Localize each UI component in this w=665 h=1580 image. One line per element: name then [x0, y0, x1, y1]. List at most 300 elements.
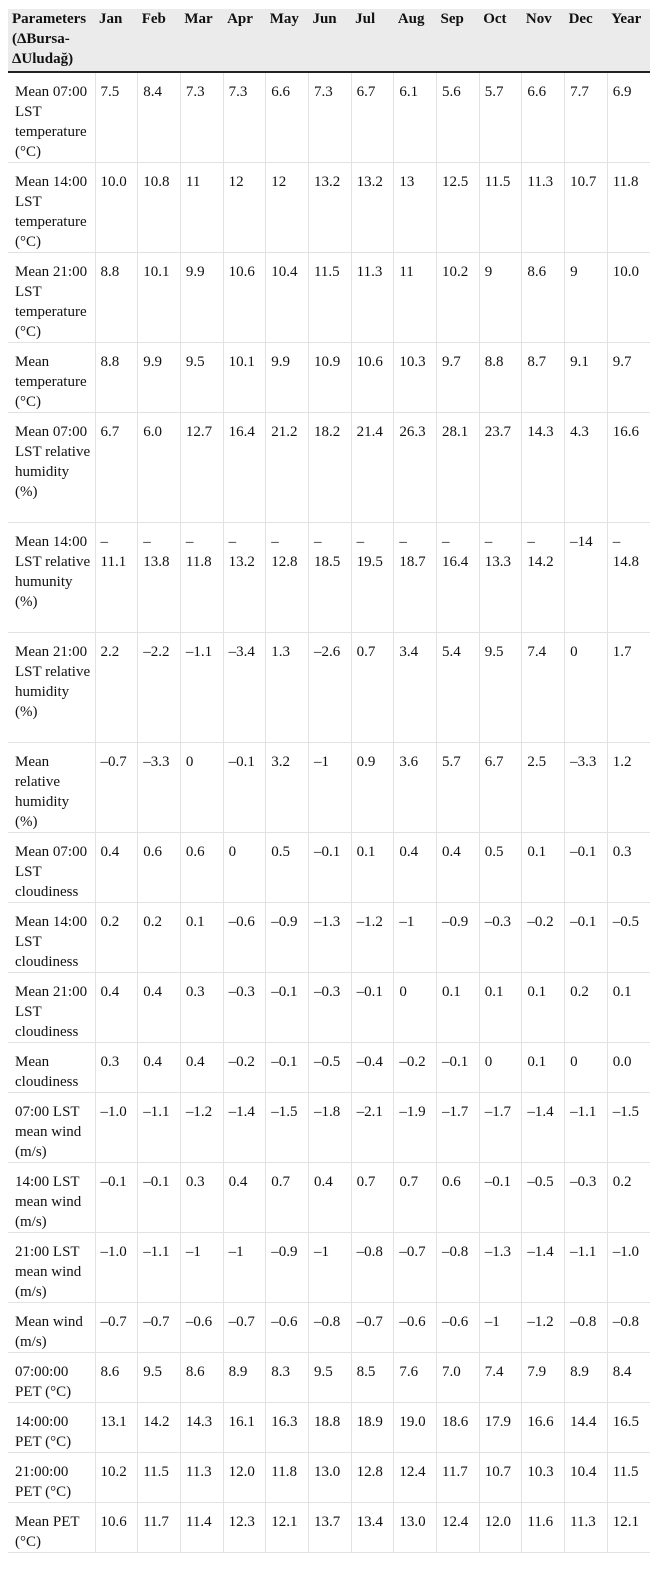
value-cell: 7.0 — [437, 1353, 480, 1403]
value-cell: 5.7 — [479, 72, 522, 163]
value-cell: 3.2 — [266, 743, 309, 833]
value-cell: 0.2 — [95, 903, 138, 973]
value-cell: 13 — [394, 163, 437, 253]
value-cell: 18.6 — [437, 1403, 480, 1453]
value-cell: 0.6 — [437, 1163, 480, 1233]
value-cell: 0.4 — [437, 833, 480, 903]
parameter-cell: Mean temperature (°C) — [8, 343, 95, 413]
value-cell: 23.7 — [479, 413, 522, 523]
value-cell: –0.2 — [522, 903, 565, 973]
value-cell: 16.5 — [607, 1403, 650, 1453]
table-row — [8, 523, 650, 633]
value-cell: 10.7 — [479, 1453, 522, 1503]
value-cell: –3.3 — [138, 743, 181, 833]
value-cell: –0.1 — [565, 833, 608, 903]
value-cell: 0.7 — [394, 1163, 437, 1233]
value-cell: –1 — [308, 743, 351, 833]
value-cell: –1 — [479, 1303, 522, 1353]
value-cell: –0.2 — [223, 1043, 266, 1093]
value-cell: –0.5 — [607, 903, 650, 973]
value-cell: 12.0 — [479, 1503, 522, 1553]
value-cell: –0.1 — [266, 1043, 309, 1093]
value-cell: 2.5 — [522, 743, 565, 833]
value-cell: 6.7 — [351, 72, 394, 163]
value-cell: 0.1 — [479, 973, 522, 1043]
value-cell: 0.2 — [138, 903, 181, 973]
header-cell: Nov — [522, 9, 565, 72]
parameter-cell: Mean relative humidity (%) — [8, 743, 95, 833]
value-cell: –1.1 — [138, 1093, 181, 1163]
value-cell: 0.4 — [394, 833, 437, 903]
value-cell: 0.1 — [522, 973, 565, 1043]
value-cell: –0.6 — [437, 1303, 480, 1353]
value-cell: – 13.8 — [138, 523, 181, 633]
table-row — [8, 1093, 650, 1163]
value-cell: 11.7 — [138, 1503, 181, 1553]
value-cell: –2.2 — [138, 633, 181, 743]
value-cell: –1.0 — [95, 1233, 138, 1303]
value-cell: –0.3 — [308, 973, 351, 1043]
value-cell: 6.6 — [266, 72, 309, 163]
table-row — [8, 903, 650, 973]
value-cell: –1.1 — [565, 1093, 608, 1163]
value-cell: 8.9 — [565, 1353, 608, 1403]
value-cell: 1.7 — [607, 633, 650, 743]
value-cell: –0.1 — [138, 1163, 181, 1233]
value-cell: 10.3 — [522, 1453, 565, 1503]
value-cell: 8.4 — [607, 1353, 650, 1403]
value-cell: 2.2 — [95, 633, 138, 743]
value-cell: 0.9 — [351, 743, 394, 833]
value-cell: 8.6 — [180, 1353, 223, 1403]
value-cell: 0.4 — [95, 973, 138, 1043]
value-cell: 1.2 — [607, 743, 650, 833]
parameter-cell: Mean PET (°C) — [8, 1503, 95, 1553]
value-cell: 0.7 — [266, 1163, 309, 1233]
parameter-cell: Mean 07:00 LST temperature (°C) — [8, 72, 95, 163]
value-cell: 9.7 — [437, 343, 480, 413]
table-row — [8, 1233, 650, 1303]
header-cell: Sep — [437, 9, 480, 72]
value-cell: 7.3 — [180, 72, 223, 163]
value-cell: 10.7 — [565, 163, 608, 253]
value-cell: 9.5 — [180, 343, 223, 413]
value-cell: 7.3 — [308, 72, 351, 163]
value-cell: 11.5 — [308, 253, 351, 343]
value-cell: 8.5 — [351, 1353, 394, 1403]
value-cell: 8.8 — [95, 253, 138, 343]
value-cell: 6.7 — [479, 743, 522, 833]
table-row — [8, 743, 650, 833]
value-cell: 11.6 — [522, 1503, 565, 1553]
value-cell: – 14.2 — [522, 523, 565, 633]
value-cell: 10.0 — [95, 163, 138, 253]
header-cell: Dec — [565, 9, 608, 72]
value-cell: –1.4 — [522, 1233, 565, 1303]
value-cell: 11.8 — [266, 1453, 309, 1503]
value-cell: 21.4 — [351, 413, 394, 523]
value-cell: 7.3 — [223, 72, 266, 163]
value-cell: 8.6 — [522, 253, 565, 343]
value-cell: 21.2 — [266, 413, 309, 523]
value-cell: 0.4 — [223, 1163, 266, 1233]
value-cell: 0 — [180, 743, 223, 833]
value-cell: 0 — [479, 1043, 522, 1093]
table-row — [8, 1043, 650, 1093]
value-cell: 9.7 — [607, 343, 650, 413]
value-cell: –0.6 — [394, 1303, 437, 1353]
parameter-cell: Mean 14:00 LST temperature (°C) — [8, 163, 95, 253]
value-cell: –0.9 — [266, 1233, 309, 1303]
value-cell: 10.2 — [95, 1453, 138, 1503]
value-cell: – 11.1 — [95, 523, 138, 633]
value-cell: 5.4 — [437, 633, 480, 743]
value-cell: 12.4 — [437, 1503, 480, 1553]
value-cell: –0.1 — [95, 1163, 138, 1233]
table-body — [8, 72, 650, 1553]
value-cell: 12.0 — [223, 1453, 266, 1503]
value-cell: 0.1 — [180, 903, 223, 973]
value-cell: –1 — [394, 903, 437, 973]
parameter-cell: 07:00 LST mean wind (m/s) — [8, 1093, 95, 1163]
value-cell: 14.3 — [522, 413, 565, 523]
value-cell: 7.6 — [394, 1353, 437, 1403]
value-cell: 0.2 — [607, 1163, 650, 1233]
value-cell: 11.3 — [180, 1453, 223, 1503]
value-cell: 11.3 — [351, 253, 394, 343]
value-cell: 17.9 — [479, 1403, 522, 1453]
value-cell: 6.9 — [607, 72, 650, 163]
value-cell: –0.9 — [266, 903, 309, 973]
value-cell: –1.1 — [565, 1233, 608, 1303]
parameter-cell: 21:00 LST mean wind (m/s) — [8, 1233, 95, 1303]
value-cell: –1.5 — [266, 1093, 309, 1163]
value-cell: 11.3 — [565, 1503, 608, 1553]
table-row — [8, 1353, 650, 1403]
value-cell: 6.1 — [394, 72, 437, 163]
value-cell: –0.7 — [351, 1303, 394, 1353]
value-cell: 13.7 — [308, 1503, 351, 1553]
value-cell: 0.0 — [607, 1043, 650, 1093]
value-cell: 19.0 — [394, 1403, 437, 1453]
value-cell: –0.1 — [479, 1163, 522, 1233]
header-row — [8, 9, 650, 72]
value-cell: 10.1 — [223, 343, 266, 413]
value-cell: 12.8 — [351, 1453, 394, 1503]
header-cell: Mar — [180, 9, 223, 72]
value-cell: 3.4 — [394, 633, 437, 743]
table-row — [8, 72, 650, 163]
value-cell: –0.8 — [607, 1303, 650, 1353]
value-cell: 10.9 — [308, 343, 351, 413]
value-cell: –0.1 — [437, 1043, 480, 1093]
value-cell: –0.7 — [394, 1233, 437, 1303]
value-cell: –0.5 — [522, 1163, 565, 1233]
header-cell: Aug — [394, 9, 437, 72]
value-cell: 16.6 — [522, 1403, 565, 1453]
value-cell: –2.6 — [308, 633, 351, 743]
value-cell: 7.4 — [479, 1353, 522, 1403]
value-cell: 7.5 — [95, 72, 138, 163]
value-cell: 0.3 — [607, 833, 650, 903]
header-cell: Year — [607, 9, 650, 72]
value-cell: 11.5 — [607, 1453, 650, 1503]
value-cell: 0.5 — [266, 833, 309, 903]
value-cell: –0.7 — [138, 1303, 181, 1353]
value-cell: 0.2 — [565, 973, 608, 1043]
value-cell: 0.3 — [180, 973, 223, 1043]
value-cell: 16.3 — [266, 1403, 309, 1453]
header-cell: Apr — [223, 9, 266, 72]
value-cell: 0.5 — [479, 833, 522, 903]
value-cell: 9.5 — [138, 1353, 181, 1403]
value-cell: 10.6 — [223, 253, 266, 343]
value-cell: 6.0 — [138, 413, 181, 523]
header-cell: Parameters (ΔBursa-ΔUludağ) — [8, 9, 95, 72]
value-cell: 0.6 — [180, 833, 223, 903]
value-cell: 0 — [223, 833, 266, 903]
value-cell: – 18.5 — [308, 523, 351, 633]
value-cell: –1 — [223, 1233, 266, 1303]
parameter-cell: Mean 14:00 LST relative humunity (%) — [8, 523, 95, 633]
value-cell: –1.1 — [180, 633, 223, 743]
parameter-cell: Mean 14:00 LST cloudiness — [8, 903, 95, 973]
header-cell: Jan — [95, 9, 138, 72]
value-cell: –0.7 — [95, 1303, 138, 1353]
value-cell: –1.0 — [95, 1093, 138, 1163]
value-cell: –3.3 — [565, 743, 608, 833]
header-cell: Jun — [308, 9, 351, 72]
value-cell: –1.3 — [308, 903, 351, 973]
parameter-cell: Mean cloudiness — [8, 1043, 95, 1093]
value-cell: 8.8 — [479, 343, 522, 413]
value-cell: 10.3 — [394, 343, 437, 413]
value-cell: 0.1 — [522, 1043, 565, 1093]
value-cell: 11.3 — [522, 163, 565, 253]
value-cell: – 16.4 — [437, 523, 480, 633]
header-cell: May — [266, 9, 309, 72]
table-row — [8, 1303, 650, 1353]
value-cell: 13.4 — [351, 1503, 394, 1553]
parameter-cell: Mean 07:00 LST relative humidity (%) — [8, 413, 95, 523]
value-cell: 0.7 — [351, 633, 394, 743]
value-cell: 8.4 — [138, 72, 181, 163]
parameter-cell: Mean wind (m/s) — [8, 1303, 95, 1353]
header-cell: Jul — [351, 9, 394, 72]
value-cell: 8.8 — [95, 343, 138, 413]
value-cell: 0.3 — [95, 1043, 138, 1093]
value-cell: 11 — [394, 253, 437, 343]
value-cell: 8.9 — [223, 1353, 266, 1403]
value-cell: 12.5 — [437, 163, 480, 253]
value-cell: 5.7 — [437, 743, 480, 833]
value-cell: –0.5 — [308, 1043, 351, 1093]
value-cell: 3.6 — [394, 743, 437, 833]
value-cell: 11.8 — [607, 163, 650, 253]
value-cell: –0.7 — [223, 1303, 266, 1353]
value-cell: 13.0 — [394, 1503, 437, 1553]
value-cell: 18.2 — [308, 413, 351, 523]
value-cell: –0.7 — [95, 743, 138, 833]
value-cell: 9 — [565, 253, 608, 343]
value-cell: 28.1 — [437, 413, 480, 523]
value-cell: 11.4 — [180, 1503, 223, 1553]
parameter-cell: Mean 21:00 LST cloudiness — [8, 973, 95, 1043]
parameter-cell: Mean 21:00 LST relative humidity (%) — [8, 633, 95, 743]
parameter-cell: 14:00:00 PET (°C) — [8, 1403, 95, 1453]
value-cell: 0.4 — [180, 1043, 223, 1093]
value-cell: 0.6 — [138, 833, 181, 903]
value-cell: 10.2 — [437, 253, 480, 343]
value-cell: 0.4 — [95, 833, 138, 903]
table-row — [8, 253, 650, 343]
value-cell: –1.3 — [479, 1233, 522, 1303]
value-cell: –0.8 — [437, 1233, 480, 1303]
value-cell: –0.1 — [351, 973, 394, 1043]
value-cell: –1.5 — [607, 1093, 650, 1163]
value-cell: –0.3 — [223, 973, 266, 1043]
value-cell: 12 — [266, 163, 309, 253]
value-cell: – 19.5 — [351, 523, 394, 633]
value-cell: –1.4 — [223, 1093, 266, 1163]
value-cell: –0.8 — [308, 1303, 351, 1353]
value-cell: 14.4 — [565, 1403, 608, 1453]
value-cell: 11 — [180, 163, 223, 253]
value-cell: 13.0 — [308, 1453, 351, 1503]
value-cell: 9.5 — [479, 633, 522, 743]
header-cell: Feb — [138, 9, 181, 72]
value-cell: 10.0 — [607, 253, 650, 343]
value-cell: 18.8 — [308, 1403, 351, 1453]
value-cell: 18.9 — [351, 1403, 394, 1453]
value-cell: –0.1 — [223, 743, 266, 833]
parameter-cell: 21:00:00 PET (°C) — [8, 1453, 95, 1503]
value-cell: 0.4 — [308, 1163, 351, 1233]
value-cell: 12.7 — [180, 413, 223, 523]
value-cell: 9.9 — [138, 343, 181, 413]
value-cell: 13.1 — [95, 1403, 138, 1453]
value-cell: 10.4 — [565, 1453, 608, 1503]
value-cell: 12.1 — [266, 1503, 309, 1553]
value-cell: 16.4 — [223, 413, 266, 523]
value-cell: –1.2 — [522, 1303, 565, 1353]
value-cell: 0 — [565, 633, 608, 743]
value-cell: – 11.8 — [180, 523, 223, 633]
value-cell: – 12.8 — [266, 523, 309, 633]
value-cell: –0.6 — [223, 903, 266, 973]
table-row — [8, 1503, 650, 1553]
value-cell: 12.4 — [394, 1453, 437, 1503]
value-cell: – 14.8 — [607, 523, 650, 633]
value-cell: –1.8 — [308, 1093, 351, 1163]
table-row — [8, 413, 650, 523]
value-cell: 16.1 — [223, 1403, 266, 1453]
value-cell: 13.2 — [351, 163, 394, 253]
value-cell: –1.1 — [138, 1233, 181, 1303]
value-cell: –1.2 — [180, 1093, 223, 1163]
value-cell: –0.9 — [437, 903, 480, 973]
table-row — [8, 1163, 650, 1233]
value-cell: – 13.3 — [479, 523, 522, 633]
parameter-cell: 14:00 LST mean wind (m/s) — [8, 1163, 95, 1233]
value-cell: 1.3 — [266, 633, 309, 743]
table-row — [8, 973, 650, 1043]
value-cell: –1.4 — [522, 1093, 565, 1163]
value-cell: 0 — [394, 973, 437, 1043]
value-cell: 0.1 — [437, 973, 480, 1043]
value-cell: –0.1 — [308, 833, 351, 903]
value-cell: 0.4 — [138, 973, 181, 1043]
value-cell: 0.7 — [351, 1163, 394, 1233]
value-cell: 0.3 — [180, 1163, 223, 1233]
parameter-cell: 07:00:00 PET (°C) — [8, 1353, 95, 1403]
value-cell: –0.3 — [565, 1163, 608, 1233]
value-cell: –0.3 — [479, 903, 522, 973]
value-cell: 0 — [565, 1043, 608, 1093]
table-row — [8, 833, 650, 903]
value-cell: 0.4 — [138, 1043, 181, 1093]
table-row — [8, 1453, 650, 1503]
value-cell: –1.9 — [394, 1093, 437, 1163]
value-cell: 7.9 — [522, 1353, 565, 1403]
value-cell: –0.2 — [394, 1043, 437, 1093]
value-cell: –1.7 — [479, 1093, 522, 1163]
value-cell: –0.6 — [266, 1303, 309, 1353]
value-cell: –2.1 — [351, 1093, 394, 1163]
value-cell: 7.7 — [565, 72, 608, 163]
table-row — [8, 163, 650, 253]
value-cell: –1.7 — [437, 1093, 480, 1163]
value-cell: –1 — [180, 1233, 223, 1303]
value-cell: 14.2 — [138, 1403, 181, 1453]
value-cell: 6.6 — [522, 72, 565, 163]
value-cell: 10.8 — [138, 163, 181, 253]
value-cell: 7.4 — [522, 633, 565, 743]
value-cell: –0.1 — [565, 903, 608, 973]
header-cell: Oct — [479, 9, 522, 72]
value-cell: 8.3 — [266, 1353, 309, 1403]
value-cell: –0.6 — [180, 1303, 223, 1353]
value-cell: 0.1 — [607, 973, 650, 1043]
value-cell: –0.8 — [565, 1303, 608, 1353]
table-row — [8, 343, 650, 413]
value-cell: 9.1 — [565, 343, 608, 413]
value-cell: 13.2 — [308, 163, 351, 253]
table-row — [8, 1403, 650, 1453]
value-cell: –14 — [565, 523, 608, 633]
value-cell: 10.1 — [138, 253, 181, 343]
value-cell: 9.9 — [266, 343, 309, 413]
value-cell: –0.1 — [266, 973, 309, 1043]
value-cell: 12.1 — [607, 1503, 650, 1553]
value-cell: 8.6 — [95, 1353, 138, 1403]
value-cell: – 13.2 — [223, 523, 266, 633]
value-cell: 9.5 — [308, 1353, 351, 1403]
value-cell: – 18.7 — [394, 523, 437, 633]
value-cell: –1.2 — [351, 903, 394, 973]
value-cell: –0.8 — [351, 1233, 394, 1303]
value-cell: 0.1 — [351, 833, 394, 903]
parameter-cell: Mean 21:00 LST temperature (°C) — [8, 253, 95, 343]
value-cell: –0.4 — [351, 1043, 394, 1093]
value-cell: 5.6 — [437, 72, 480, 163]
value-cell: 4.3 — [565, 413, 608, 523]
value-cell: 11.5 — [479, 163, 522, 253]
value-cell: 8.7 — [522, 343, 565, 413]
value-cell: 10.4 — [266, 253, 309, 343]
value-cell: –1.0 — [607, 1233, 650, 1303]
value-cell: –1 — [308, 1233, 351, 1303]
